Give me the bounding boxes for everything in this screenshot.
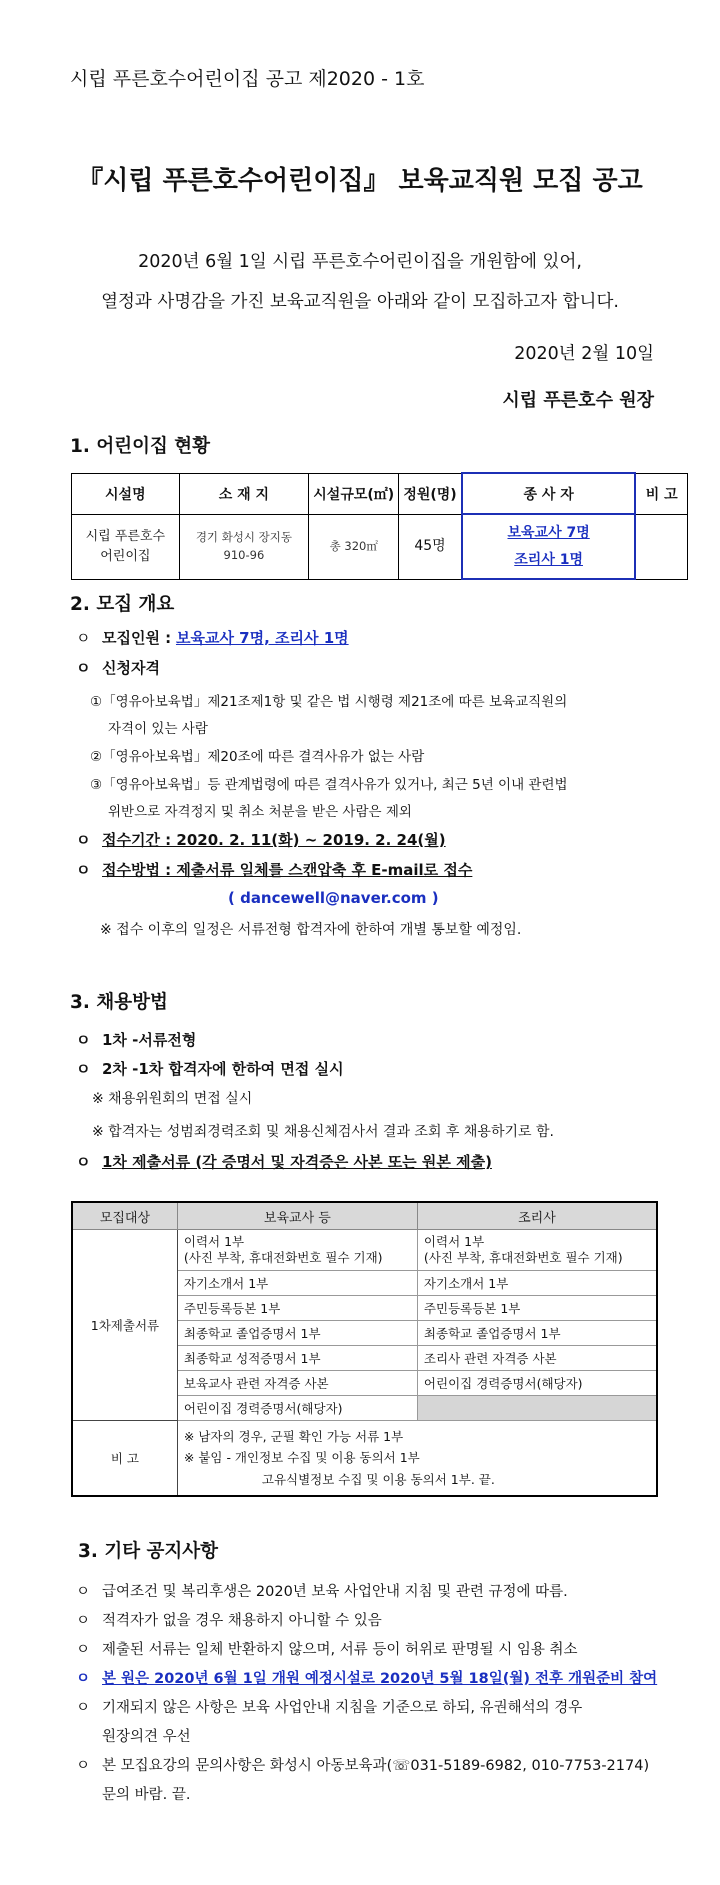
recruit-line [76,627,349,648]
facility-capacity: 45명 [399,514,462,579]
period-line [76,829,446,850]
notice-item-4-text: 본 원은 2020년 6월 1일 개원 예정시설로 2020년 5월 18일(월) 전후 개원준비 참여 [102,1671,658,1687]
col-target: 모집대상 [72,1202,177,1230]
bullet-icon: ㅇ [76,629,91,647]
notes-row [72,1421,657,1497]
notice-item-6-text: 본 모집요강의 문의사항은 화성시 아동보육과(☏031-5189-6982, 010-7753-2174) [102,1758,650,1774]
qualification-text: 신청자격 [102,659,160,677]
bullet-icon: ㅇ [76,1642,91,1658]
cook-doc: 주민등록등본 1부 [417,1296,657,1321]
facility-size: 총 320㎡ [309,514,399,579]
period-text: 접수기간 : 2020. 2. 11(화) ~ 2019. 2. 24(월) [102,831,446,849]
notice-item-2-text: 적격자가 없을 경우 채용하지 아니할 수 있음 [102,1613,382,1629]
interview-note: ※ 채용위원회의 면접 실시 [92,1091,253,1107]
step-1-text: 1차 -서류전형 [102,1031,197,1049]
cook-doc-main: 이력서 1부 [423,1233,485,1249]
facility-table [71,472,688,580]
teacher-doc-main: 이력서 1부 [183,1233,245,1249]
qualification-label [76,657,160,678]
bullet-icon: ㅇ [76,861,91,879]
notes-label: 비 고 [72,1421,177,1497]
teacher-doc: 최종학교 성적증명서 1부 [177,1346,417,1371]
table-row [72,1230,657,1271]
section-3-heading: 3. 채용방법 [70,992,168,1013]
method-line [76,859,472,880]
bullet-icon: ㅇ [76,831,91,849]
qualification-3-line2: 위반으로 자격정지 및 취소 처분을 받은 사람은 제외 [108,804,412,820]
bullet-icon: ㅇ [76,1700,91,1716]
section-1-heading: 1. 어린이집 현황 [70,436,211,457]
notice-item-5-cont: 원장의견 우선 [102,1729,191,1745]
docs-line [76,1151,492,1172]
bullet-icon: ㅇ [76,1031,91,1049]
qualification-2: ②「영유아보육법」제20조에 따른 결격사유가 없는 사람 [90,749,425,765]
recruit-label: 모집인원 : [102,629,172,647]
qualification-1-line2: 자격이 있는 사람 [108,721,208,737]
teacher-doc: 보육교사 관련 자격증 사본 [177,1371,417,1396]
intro-line-1: 2020년 6월 1일 시립 푸른호수어린이집을 개원함에 있어, [138,252,582,272]
teacher-doc: 최종학교 졸업증명서 1부 [177,1321,417,1346]
bullet-icon: ㅇ [76,1584,91,1600]
bullet-icon: ㅇ [76,1153,91,1171]
col-capacity: 정원(명) [399,473,462,514]
notice-item-2 [76,1609,382,1630]
teacher-doc-sub: (사진 부착, 휴대전화번호 필수 기재) [183,1250,383,1265]
notice-item-5-text: 기재되지 않은 사항은 보육 사업안내 지침을 기준으로 하되, 유권해석의 경우 [102,1700,583,1716]
bullet-icon: ㅇ [76,659,91,677]
documents-table-header [72,1202,657,1230]
notice-item-5 [76,1696,582,1717]
facility-name-line2: 어린이집 [100,548,151,564]
documents-table [71,1201,658,1497]
staff-cook: 조리사 1명 [514,551,583,568]
notice-item-6-cont: 문의 바람. 끝. [102,1787,191,1803]
bullet-icon: ㅇ [76,1613,91,1629]
step-2-text: 2차 -1차 합격자에 한하여 면접 실시 [102,1060,344,1078]
facility-address-line1: 경기 화성시 장지동 [195,530,293,545]
notes-cell [177,1421,657,1497]
notice-date: 2020년 2월 10일 [514,344,654,364]
step-2 [76,1058,344,1079]
section-2-heading: 2. 모집 개요 [70,594,175,615]
teacher-doc: 자기소개서 1부 [177,1271,417,1296]
col-remark: 비 고 [635,473,687,514]
docs-label: 1차 제출서류 (각 증명서 및 자격증은 사본 또는 원본 제출) [102,1153,492,1171]
recruit-value: 보육교사 7명, 조리사 1명 [175,629,349,647]
email-link[interactable]: ( dancewell@naver.com ) [228,889,439,907]
col-size: 시설규모(㎡) [309,473,399,514]
cook-doc-empty [417,1396,657,1421]
col-cook: 조리사 [417,1202,657,1230]
notes-line-2: ※ 붙임 - 개인정보 수집 및 이용 동의서 1부 [183,1450,420,1466]
background-check-note: ※ 합격자는 성범죄경력조회 및 채용신체검사서 결과 조회 후 채용하기로 함. [92,1124,554,1140]
facility-remark [635,514,687,579]
notice-item-3 [76,1638,578,1659]
section-4-heading: 3. 기타 공지사항 [78,1541,219,1562]
notice-item-1-text: 급여조건 및 복리후생은 2020년 보육 사업안내 지침 및 관련 규정에 따름. [102,1584,568,1600]
step-1 [76,1029,196,1050]
cook-doc: 최종학교 졸업증명서 1부 [417,1321,657,1346]
intro-line-2: 열정과 사명감을 가진 보육교직원을 아래와 같이 모집하고자 합니다. [101,292,619,312]
facility-address [179,514,309,579]
bullet-icon: ㅇ [76,1060,91,1078]
col-staff: 종 사 자 [462,473,636,514]
bullet-icon: ㅇ [76,1758,91,1774]
col-address: 소 재 지 [179,473,309,514]
table-row [72,514,688,579]
page-title: 『시립 푸른호수어린이집』 보육교직원 모집 공고 [77,166,643,196]
staff-teacher: 보육교사 7명 [507,524,590,541]
cook-doc [417,1230,657,1271]
bullet-icon: ㅇ [76,1671,91,1687]
facility-table-header [72,473,688,514]
signature: 시립 푸른호수 원장 [502,390,654,411]
cook-doc-sub: (사진 부착, 휴대전화번호 필수 기재) [423,1250,623,1265]
teacher-doc: 어린이집 경력증명서(해당자) [177,1396,417,1421]
notice-item-1 [76,1580,568,1601]
cook-doc: 조리사 관련 자격증 사본 [417,1346,657,1371]
notice-number: 시립 푸른호수어린이집 공고 제2020 - 1호 [70,68,425,90]
category-cell: 1차제출서류 [72,1230,177,1421]
col-name: 시설명 [72,473,180,514]
qualification-3-line1: ③「영유아보육법」등 관계법령에 따른 결격사유가 있거나, 최근 5년 이내 관련법 [90,777,568,793]
facility-name [72,514,180,579]
facility-address-line2: 910-96 [223,547,265,562]
notice-item-4 [76,1667,657,1688]
notes-line-3: 고유식별정보 수집 및 이용 동의서 1부. 끝. [261,1471,495,1487]
notice-item-3-text: 제출된 서류는 일체 반환하지 않으며, 서류 등이 허위로 판명될 시 임용 취소 [102,1642,578,1658]
col-teacher: 보육교사 등 [177,1202,417,1230]
teacher-doc [177,1230,417,1271]
schedule-note: ※ 접수 이후의 일정은 서류전형 합격자에 한하여 개별 통보할 예정임. [100,922,522,938]
method-text: 접수방법 : 제출서류 일체를 스캔압축 후 E-mail로 접수 [102,861,473,879]
facility-staff [462,514,636,579]
facility-name-line1: 시립 푸른호수 [85,529,166,544]
qualification-1-line1: ①「영유아보육법」제21조제1항 및 같은 법 시행령 제21조에 따른 보육교직원의 [90,694,568,710]
notice-item-6 [76,1754,649,1775]
cook-doc: 어린이집 경력증명서(해당자) [417,1371,657,1396]
cook-doc: 자기소개서 1부 [417,1271,657,1296]
notes-line-1: ※ 남자의 경우, 군필 확인 가능 서류 1부 [183,1429,404,1445]
teacher-doc: 주민등록등본 1부 [177,1296,417,1321]
